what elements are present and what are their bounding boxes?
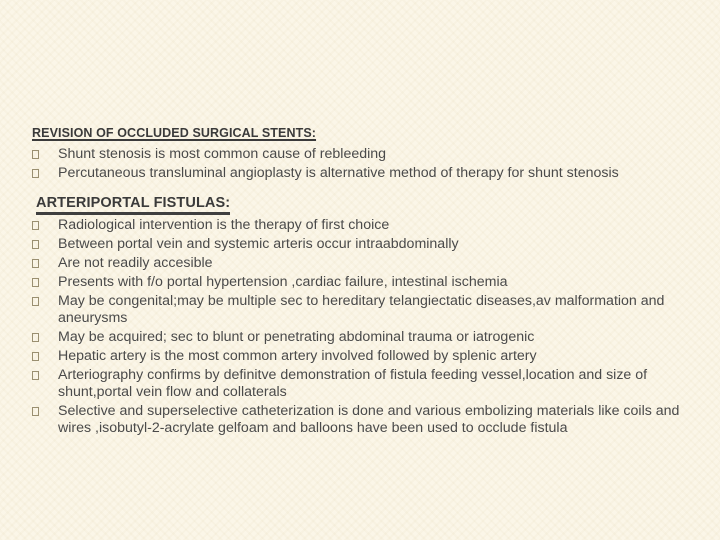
square-bullet-icon: [32, 407, 39, 416]
list-item: [32, 274, 704, 291]
section-occluded-stents: [32, 124, 704, 184]
item-text: May be congenital;may be multiple sec to hereditary telangiectatic diseases,av malformation and aneurysms: [58, 293, 665, 326]
list-item: [32, 348, 704, 365]
list-item: [32, 255, 704, 272]
list-item: [32, 403, 704, 437]
square-bullet-icon: [32, 371, 39, 380]
bullet-list: [32, 217, 704, 437]
item-text: Radiological intervention is the therapy of first choice: [58, 217, 390, 233]
square-bullet-icon: [32, 278, 39, 287]
list-item: [32, 146, 704, 163]
square-bullet-icon: [32, 150, 39, 159]
list-item: [32, 329, 704, 346]
item-text: Presents with f/o portal hypertension ,cardiac failure, intestinal ischemia: [58, 274, 508, 290]
square-bullet-icon: [32, 352, 39, 361]
item-text: Shunt stenosis is most common cause of rebleeding: [58, 146, 387, 162]
square-bullet-icon: [32, 221, 39, 230]
item-text: Are not readily accesible: [58, 255, 213, 271]
list-item: [32, 217, 704, 234]
list-item: [32, 367, 704, 401]
square-bullet-icon: [32, 169, 39, 178]
list-item: [32, 236, 704, 253]
section-arterioportal-fistulas: [32, 194, 704, 439]
item-text: Percutaneous transluminal angioplasty is alternative method of therapy for shunt stenosis: [58, 165, 619, 181]
item-text: May be acquired; sec to blunt or penetrating abdominal trauma or iatrogenic: [58, 329, 535, 345]
item-text: Between portal vein and systemic arteris occur intraabdominally: [58, 236, 459, 252]
square-bullet-icon: [32, 259, 39, 268]
bullet-list: [32, 146, 704, 182]
list-item: [32, 165, 704, 182]
section-heading: ARTERIPORTAL FISTULAS:: [36, 194, 230, 215]
item-text: Hepatic artery is the most common artery involved followed by splenic artery: [58, 348, 537, 364]
square-bullet-icon: [32, 333, 39, 342]
list-item: [32, 293, 704, 327]
item-text: Arteriography confirms by definitve demonstration of fistula feeding vessel,location and size of shunt,portal vein flow and collaterals: [58, 367, 648, 400]
square-bullet-icon: [32, 240, 39, 249]
item-text: Selective and superselective catheterization is done and various embolizing materials like coils and wires ,isobutyl-2-acrylate gelfoam and balloons have been used to occlude fistula: [58, 403, 680, 436]
section-heading: REVISION OF OCCLUDED SURGICAL STENTS:: [32, 126, 317, 140]
square-bullet-icon: [32, 297, 39, 306]
